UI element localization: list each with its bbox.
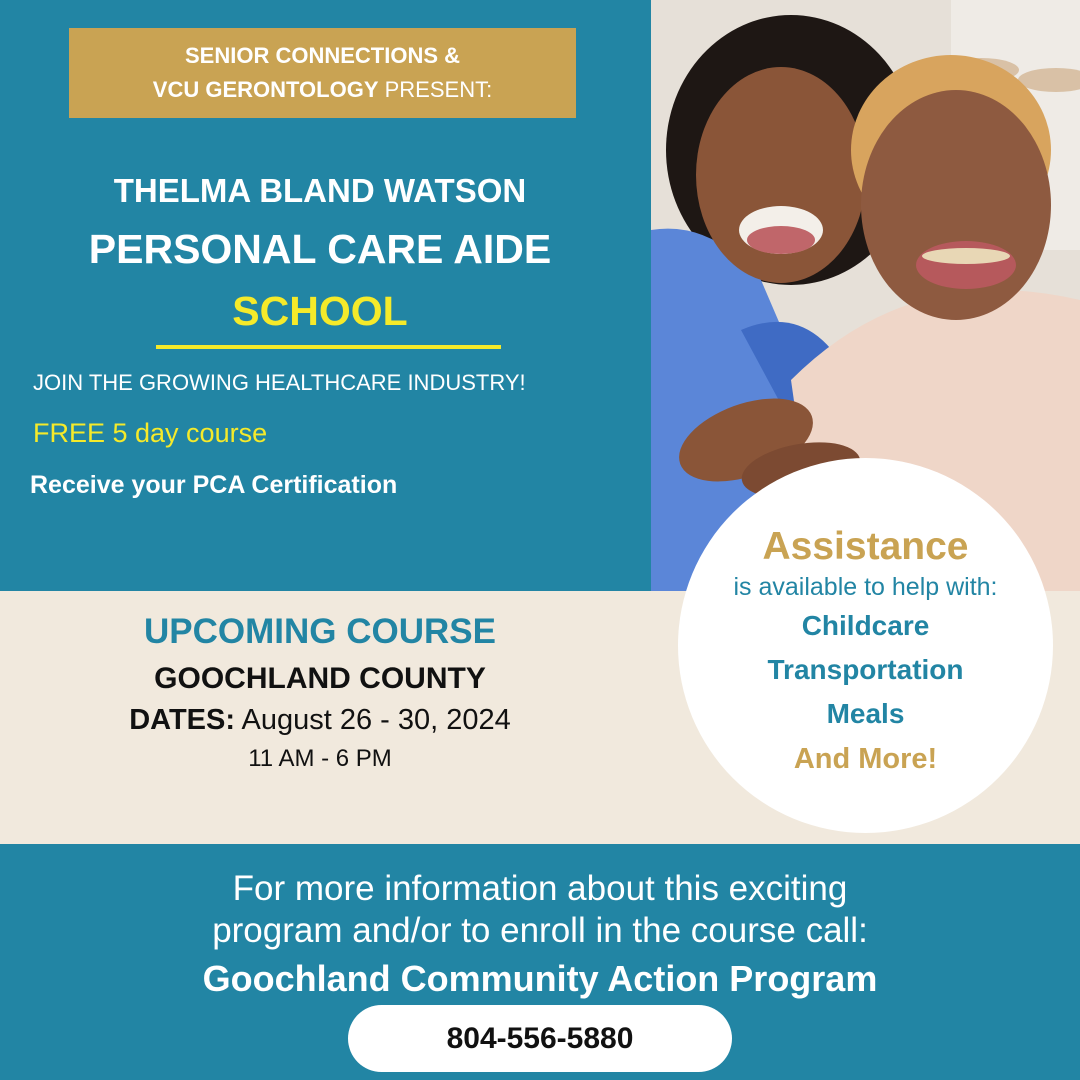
presenters-line-2: VCU GERONTOLOGY PRESENT: xyxy=(152,77,493,102)
course-county: GOOCHLAND COUNTY xyxy=(154,662,486,695)
title-underline-divider xyxy=(156,345,501,349)
assistance-heading: Assistance xyxy=(762,525,969,568)
assistance-item-childcare: Childcare xyxy=(801,610,930,641)
join-industry-text: JOIN THE GROWING HEALTHCARE INDUSTRY! xyxy=(33,370,526,395)
upcoming-course-heading: UPCOMING COURSE xyxy=(144,612,496,651)
assistance-and-more: And More! xyxy=(793,743,938,775)
certification-text: Receive your PCA Certification xyxy=(30,471,398,499)
upcoming-course-block xyxy=(80,612,560,773)
assistance-subheading: is available to help with: xyxy=(733,573,998,601)
free-course-text: FREE 5 day course xyxy=(33,418,268,448)
organization-name: Goochland Community Action Program xyxy=(202,958,878,999)
assistance-item-meals: Meals xyxy=(826,698,905,729)
assistance-item-transportation: Transportation xyxy=(767,654,964,685)
presenters-banner xyxy=(69,28,576,118)
contact-info-line-1: For more information about this exciting xyxy=(232,869,848,908)
contact-info-text xyxy=(0,868,1080,952)
title-school-name: THELMA BLAND WATSON xyxy=(113,172,527,209)
course-times: 11 AM - 6 PM xyxy=(248,745,392,772)
presenters-line-1: SENIOR CONNECTIONS & xyxy=(184,43,461,68)
course-dates: DATES: August 26 - 30, 2024 xyxy=(129,704,511,736)
title-program: PERSONAL CARE AIDE xyxy=(88,226,552,272)
title-school: SCHOOL xyxy=(232,288,408,334)
assistance-circle xyxy=(678,458,1053,833)
contact-info-line-2: program and/or to enroll in the course call: xyxy=(212,911,868,950)
phone-number-pill[interactable]: 804-556-5880 xyxy=(348,1005,732,1072)
